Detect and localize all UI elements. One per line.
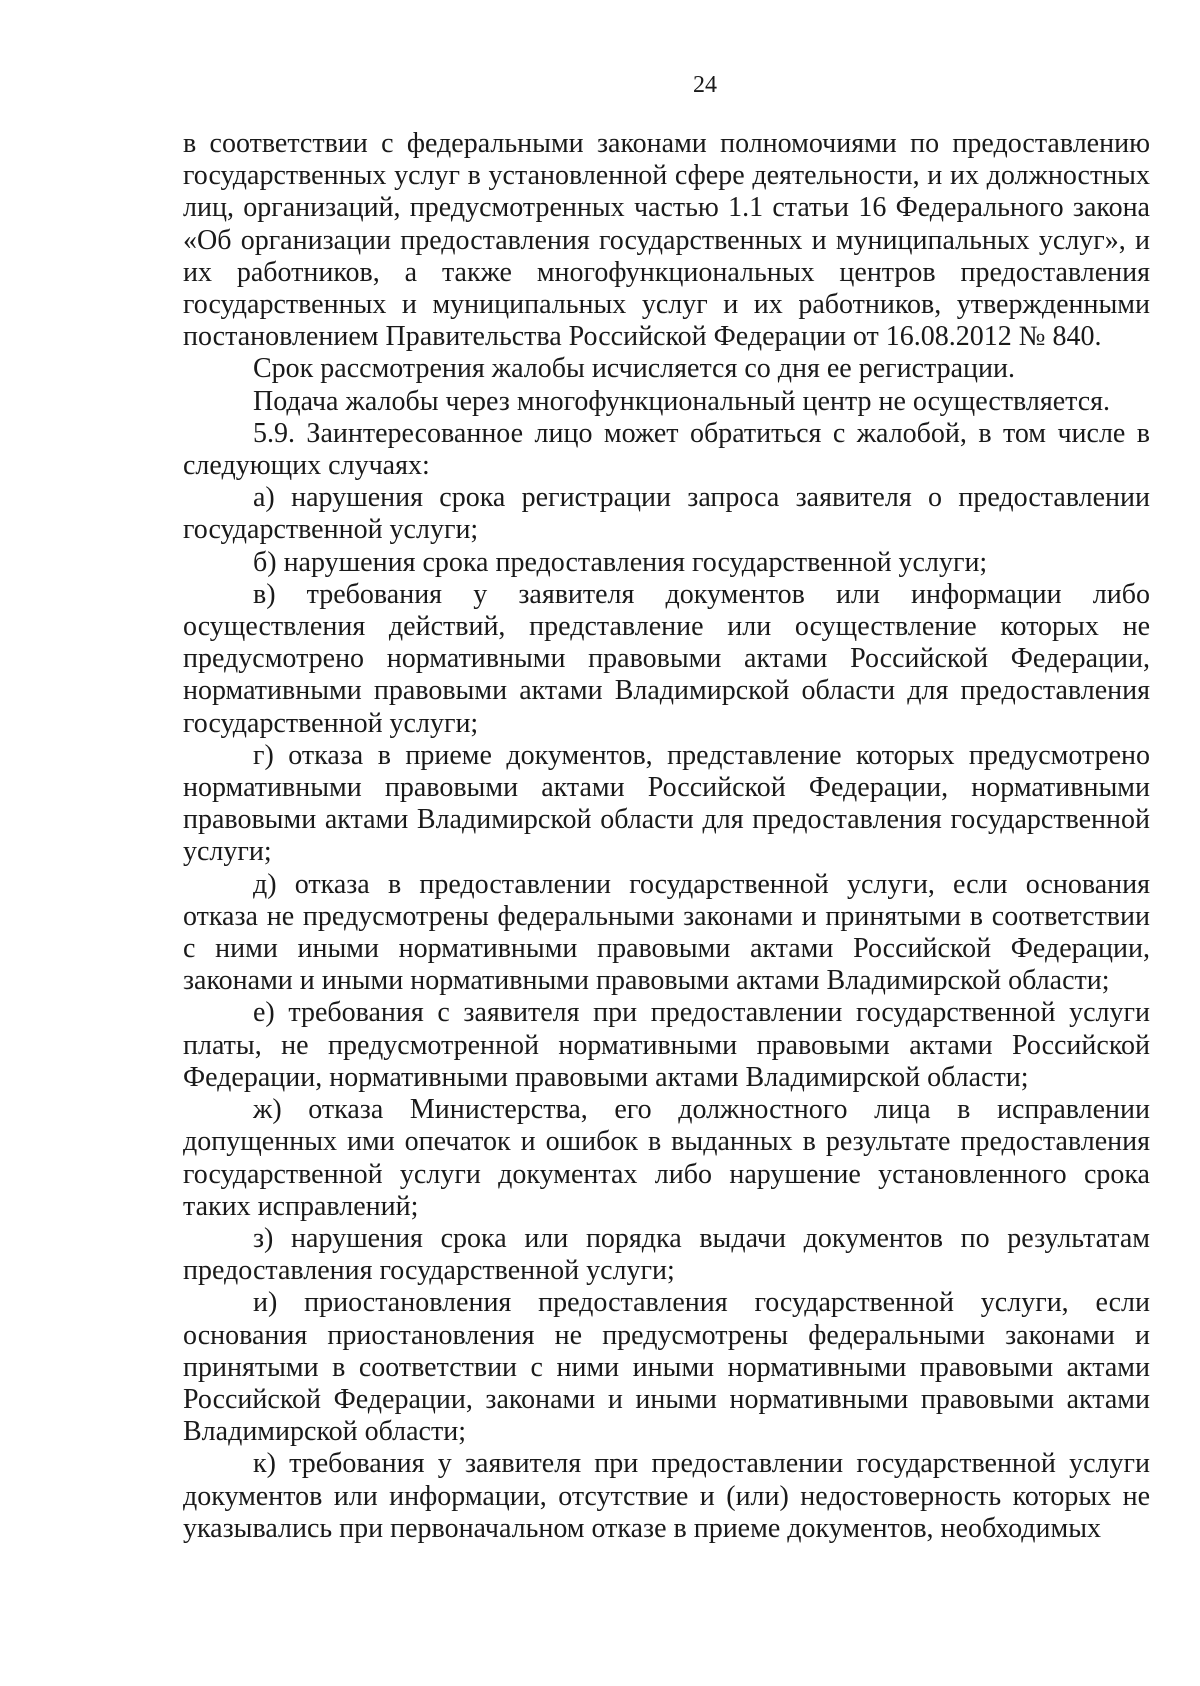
paragraph: 5.9. Заинтересованное лицо может обратиться с жалобой, в том числе в следующих случаях: <box>183 417 1150 482</box>
paragraph: ж) отказа Министерства, его должностного лица в исправлении допущенных ими опечаток и ошибок в выданных в результате предоставления государственной услуги документах либо нарушение установленного срока таких исправлений; <box>183 1094 1150 1222</box>
paragraph: Срок рассмотрения жалобы исчисляется со дня ее регистрации. <box>253 353 1016 385</box>
page-number: 24 <box>693 72 717 98</box>
paragraph: Подача жалобы через многофункциональный центр не осуществляется. <box>253 385 1111 417</box>
paragraph: в соответствии с федеральными законами полномочиями по предоставлению государственных услуг в установленной сфере деятельности, и их должностных лиц, организаций, предусмотренных частью 1.1 статьи 16 Федерального закона «Об организации предоставления государственных и муниципальных услуг», и их работников, а также многофункциональных центров предоставления государственных и муниципальных услуг и их работников, утвержденными постановлением Правительства Российской Федерации от 16.08.2012 № 840. <box>183 128 1150 353</box>
paragraph: и) приостановления предоставления государственной услуги, если основания приостановления не предусмотрены федеральными законами и принятыми в соответствии с ними иными нормативными правовыми актами Российской Федерации, законами и иными нормативными правовыми актами Владимирской области; <box>183 1287 1150 1448</box>
paragraph: д) отказа в предоставлении государственной услуги, если основания отказа не предусмотрены федеральными законами и принятыми в соответствии с ними иными нормативными правовыми актами Российской Федерации, законами и иными нормативными правовыми актами Владимирской области; <box>183 868 1150 997</box>
paragraph: г) отказа в приеме документов, представление которых предусмотрено нормативными правовыми актами Российской Федерации, нормативными правовыми актами Владимирской области для предоставления государственной услуги; <box>183 739 1150 868</box>
paragraph: з) нарушения срока или порядка выдачи документов по результатам предоставления государственной услуги; <box>183 1222 1150 1287</box>
paragraph: в) требования у заявителя документов или информации либо осуществления действий, представление или осуществление которых не предусмотрено нормативными правовыми актами Российской Федерации, нормативными правовыми актами Владимирской области для предоставления государственной услуги; <box>183 578 1150 739</box>
document-body <box>183 128 1150 1545</box>
paragraph: б) нарушения срока предоставления государственной услуги; <box>253 546 988 578</box>
paragraph: а) нарушения срока регистрации запроса заявителя о предоставлении государственной услуги; <box>183 482 1150 546</box>
paragraph: к) требования у заявителя при предоставлении государственной услуги документов или информации, отсутствие и (или) недостоверность которых не указывались при первоначальном отказе в приеме документов, необходимых <box>183 1448 1150 1544</box>
paragraph: е) требования с заявителя при предоставлении государственной услуги платы, не предусмотренной нормативными правовыми актами Российской Федерации, нормативными правовыми актами Владимирской области; <box>183 997 1150 1093</box>
